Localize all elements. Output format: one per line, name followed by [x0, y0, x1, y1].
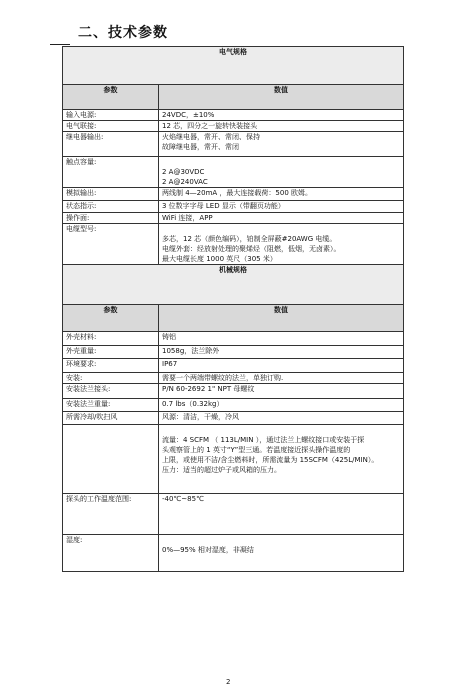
page-number: 2 — [226, 678, 231, 686]
value-line — [162, 535, 400, 545]
param-value — [159, 188, 404, 201]
param-value — [159, 425, 404, 494]
value-line: 铸铝 — [162, 333, 176, 341]
title-rule — [50, 44, 70, 45]
value-line: 0%—95% 相对湿度，非凝结 — [162, 546, 254, 554]
electrical-col-value-header: 数值 — [159, 85, 404, 110]
param-label: 探头的工作温度范围: — [63, 494, 159, 535]
param-label: 状态指示: — [63, 201, 159, 213]
param-value — [159, 535, 404, 572]
param-label: 外壳重量: — [63, 346, 159, 359]
table-row — [63, 412, 404, 425]
table-row — [63, 535, 404, 572]
table-row — [63, 332, 404, 346]
param-value — [159, 346, 404, 359]
param-label: 继电器输出: — [63, 132, 159, 157]
param-label: 外壳材料: — [63, 332, 159, 346]
param-value — [159, 359, 404, 373]
param-label — [63, 425, 159, 494]
section-title: 二、技术参数 — [78, 25, 168, 41]
param-value — [159, 224, 404, 265]
param-label: 操作面: — [63, 213, 159, 224]
param-value — [159, 332, 404, 346]
param-value — [159, 110, 404, 121]
param-label: 安装法兰重量: — [63, 399, 159, 412]
value-line: -40℃~85℃ — [162, 495, 204, 503]
value-line: 1058g，法兰除外 — [162, 347, 220, 355]
table-row — [63, 346, 404, 359]
table-row — [63, 188, 404, 201]
table-row — [63, 213, 404, 224]
param-value — [159, 384, 404, 399]
value-line: 2 A@240VAC — [162, 178, 208, 186]
param-value — [159, 157, 404, 188]
value-line: 最大电缆长度 1000 英尺（305 米） — [162, 255, 277, 263]
value-line: 火焰继电器，常开、常闭、保持 — [162, 133, 260, 141]
table-row — [63, 224, 404, 265]
value-line: 电缆外套：经放射处理的聚烯烃（阻燃，低烟，无卤素）。 — [162, 245, 341, 253]
param-label: 电缆型号: — [63, 224, 159, 265]
value-line: 压力：适当的超过炉子或风箱的压力。 — [162, 466, 281, 474]
table-row — [63, 359, 404, 373]
param-label: 电气联接: — [63, 121, 159, 132]
table-row — [63, 425, 404, 494]
value-line: IP67 — [162, 360, 178, 368]
value-line — [162, 224, 400, 234]
param-value — [159, 213, 404, 224]
value-line: 风源：清洁，干燥，冷风 — [162, 413, 239, 421]
param-label: 所需冷却/吹扫风 — [63, 412, 159, 425]
value-line: 0.7 lbs（0.32kg） — [162, 400, 224, 408]
value-line: 头观察管上的 1 英寸“Y”型三通。若温度接近探头操作温度的 — [162, 446, 351, 454]
value-line: 24VDC，±10% — [162, 111, 215, 119]
table-row — [63, 157, 404, 188]
table-row — [63, 373, 404, 384]
param-label: 触点容量: — [63, 157, 159, 188]
table-row — [63, 399, 404, 412]
value-line: P/N 60-2692 1" NPT 母螺纹 — [162, 385, 255, 393]
param-value — [159, 132, 404, 157]
value-line: 需要一个两端带螺纹的法兰，单独订购. — [162, 374, 284, 382]
param-value — [159, 201, 404, 213]
param-value — [159, 121, 404, 132]
value-line: 故障继电器，常开、常闭 — [162, 143, 239, 151]
param-value — [159, 412, 404, 425]
value-line: 流量：4 SCFM （ 113L/MIN ），通过法兰上螺纹接口或安装于探 — [162, 436, 365, 444]
mechanical-col-value-header: 数值 — [159, 305, 404, 332]
table-row — [63, 132, 404, 157]
param-label: 安装: — [63, 373, 159, 384]
value-line: WiFi 连接，APP — [162, 214, 213, 222]
param-value — [159, 373, 404, 384]
mechanical-col-param-header: 参数 — [63, 305, 159, 332]
value-line: 2 A@30VDC — [162, 168, 205, 176]
param-label: 湿度: — [63, 535, 159, 572]
param-value — [159, 399, 404, 412]
param-label: 输入电源: — [63, 110, 159, 121]
electrical-section-title: 电气规格 — [63, 47, 404, 85]
param-label: 模拟输出: — [63, 188, 159, 201]
table-row — [63, 110, 404, 121]
param-value — [159, 494, 404, 535]
param-label: 环境要求: — [63, 359, 159, 373]
value-line: 多芯，12 芯（颜色编码），铂制全屏蔽#20AWG 电缆。 — [162, 235, 337, 243]
table-row — [63, 494, 404, 535]
electrical-col-param-header: 参数 — [63, 85, 159, 110]
spec-table — [62, 46, 404, 572]
value-line: 12 芯，四分之一旋转快装接头 — [162, 122, 258, 130]
table-row — [63, 384, 404, 399]
value-line: 3 位数字字母 LED 显示（带翻页功能） — [162, 202, 285, 210]
mechanical-section-title: 机械规格 — [63, 265, 404, 305]
value-line — [162, 157, 400, 167]
param-label: 安装法兰接头: — [63, 384, 159, 399]
value-line — [162, 425, 400, 435]
value-line: 两线制 4—20mA ，最大连接载荷：500 欧姆。 — [162, 189, 313, 197]
table-row — [63, 201, 404, 213]
value-line: 上限，或使用不洁/含尘燃料时，所需流量为 15SCFM（425L/MIN）。 — [162, 456, 379, 464]
table-row — [63, 121, 404, 132]
